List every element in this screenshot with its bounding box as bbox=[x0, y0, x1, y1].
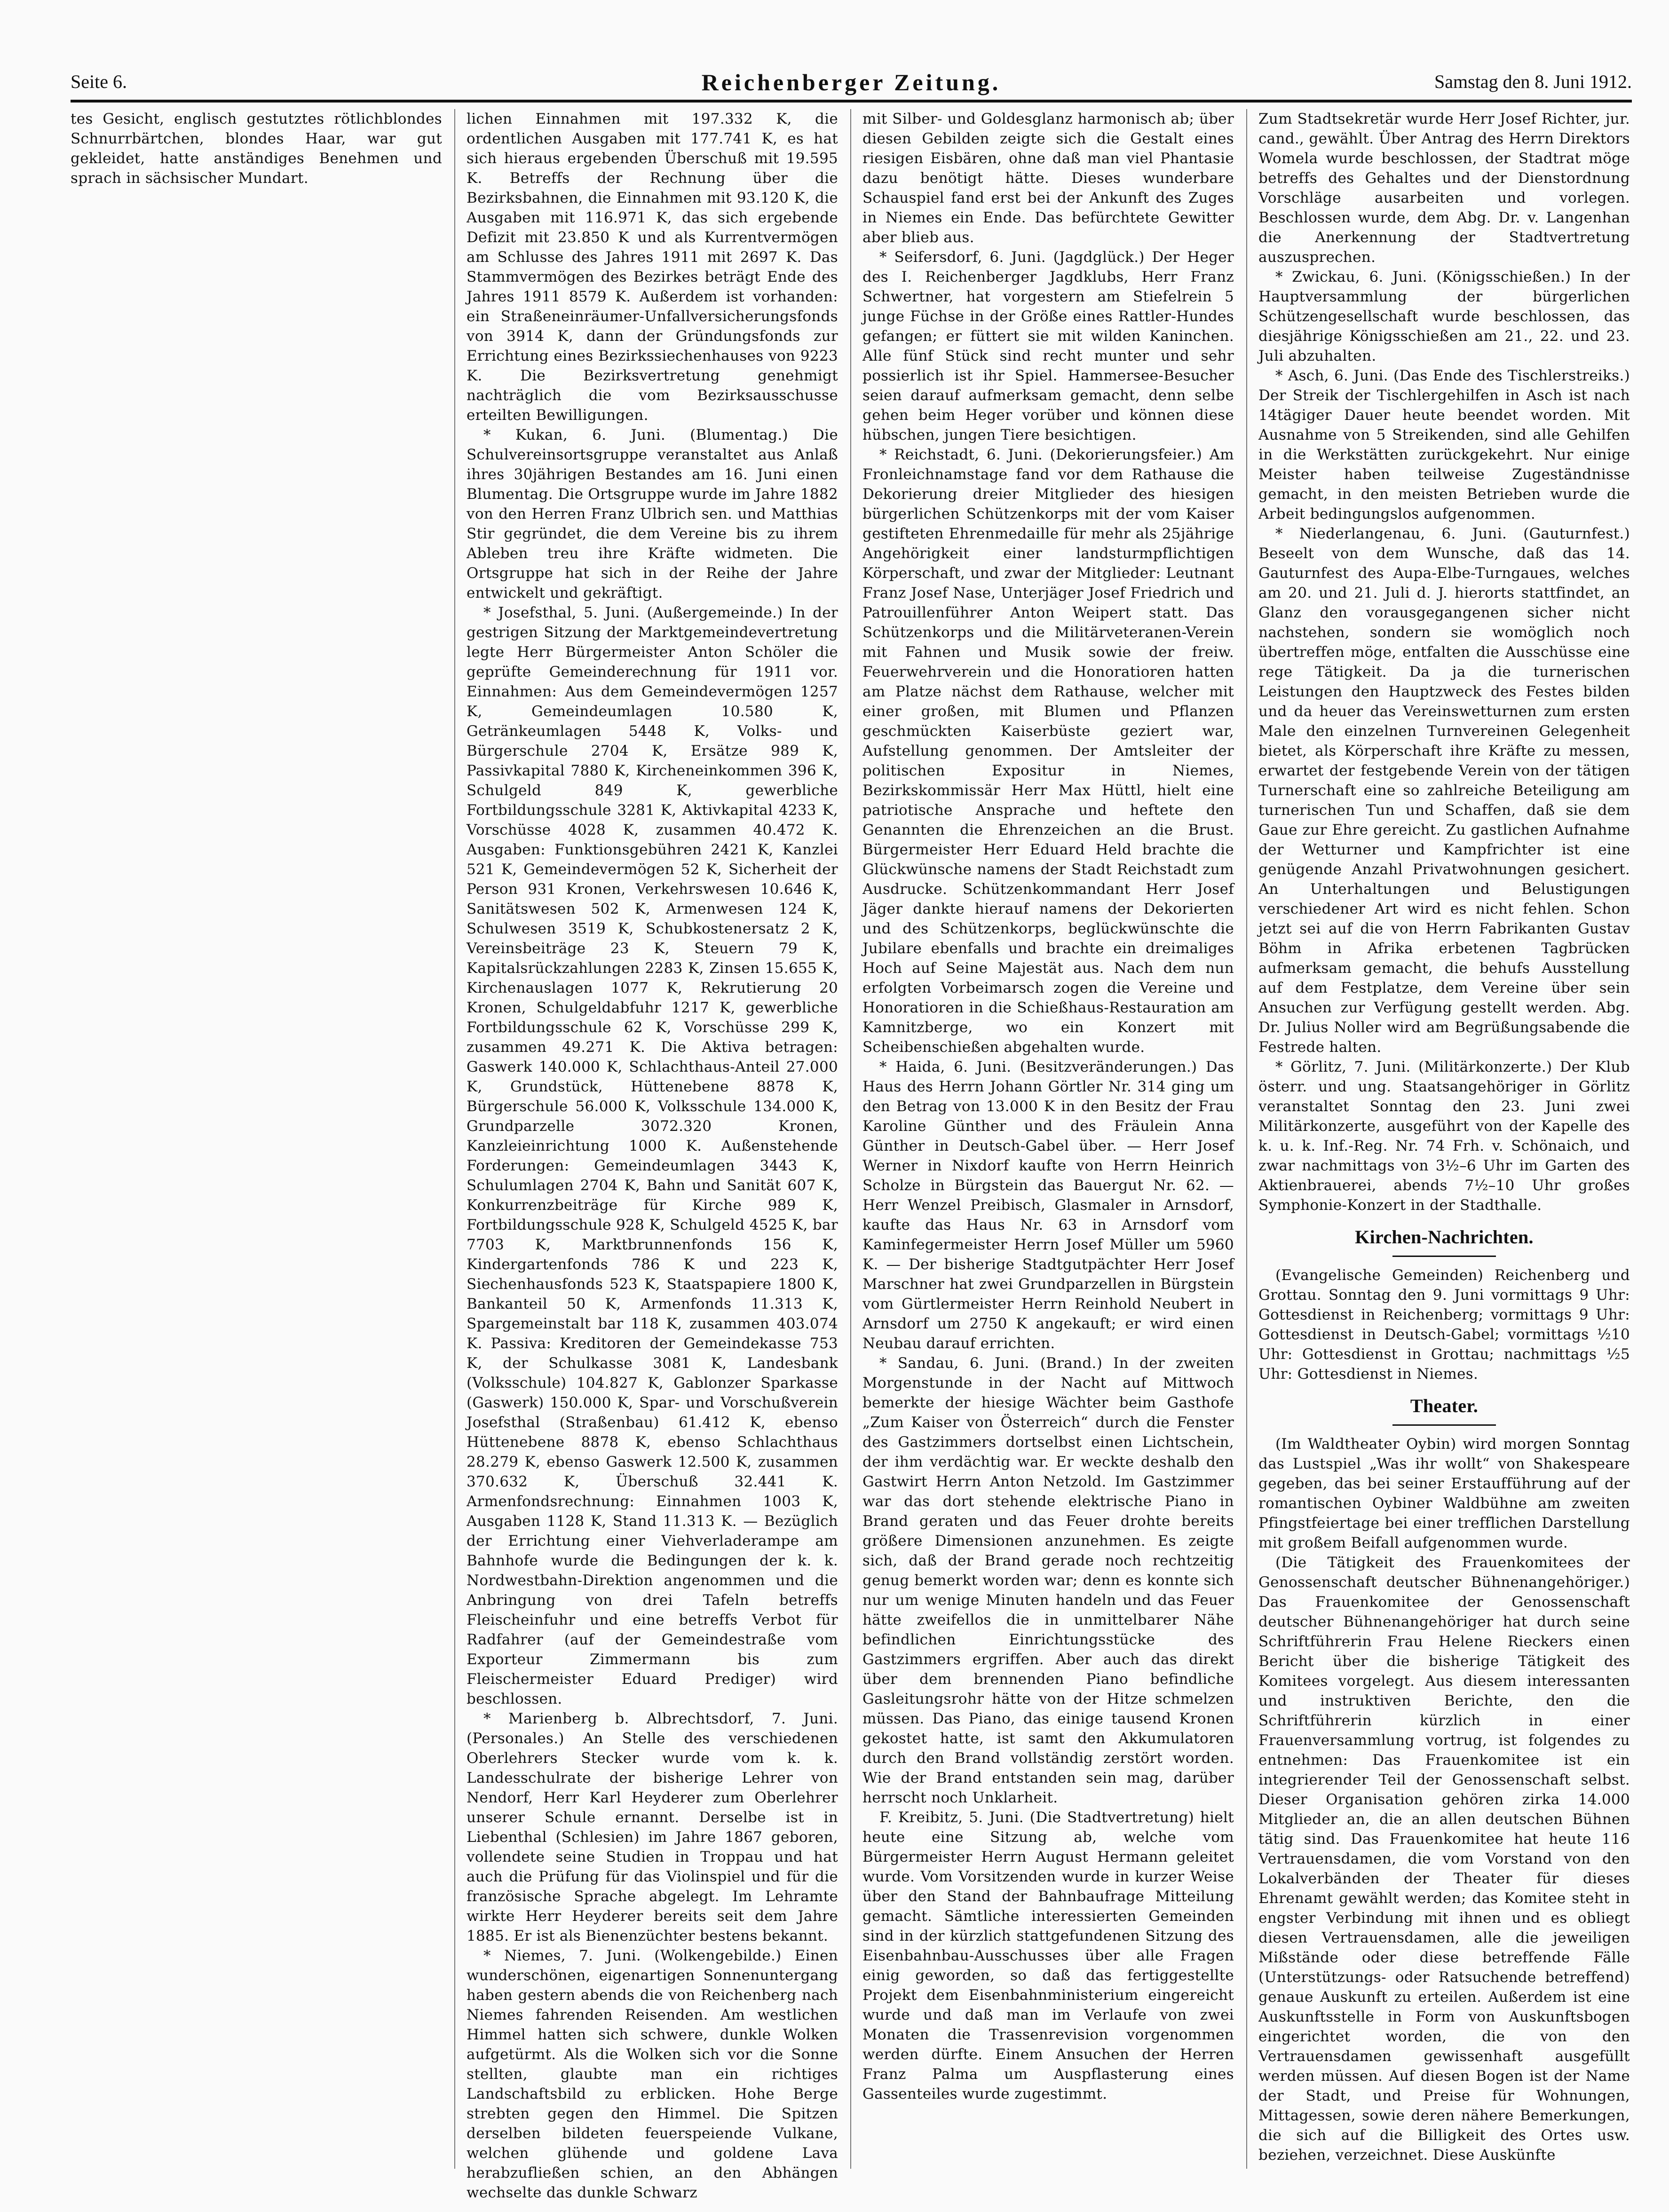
masthead bbox=[71, 71, 1632, 108]
page-number: Seite 6. bbox=[71, 71, 127, 92]
article-paragraph: * Asch, 6. Juni. (Das Ende des Tischlerstreiks.) Der Streik der Tischlergehilfen in Asch ist nach 14tägiger Dauer heute beendet worden. Mit Ausnahme von 5 Streikenden, sind alle Gehilfen in die Werkstätten zurückgekehrt. Nur einige Meister haben teilweise Zugeständnisse gemacht, in den meisten Betrieben wurde die Arbeit bedingungslos aufgenommen. bbox=[1258, 367, 1630, 522]
section-heading-church: Kirchen-Nachrichten. bbox=[1355, 1226, 1534, 1248]
article-paragraph: * Görlitz, 7. Juni. (Militärkonzerte.) Der Klub österr. und ung. Staatsangehöriger in Görlitz veranstaltet Sonntag den 23. Juni zwei Militärkonzerte, ausgeführt von der Kapelle des k. u. k. Inf.-Reg. Nr. 74 Frh. v. Schönaich, und zwar nachmittags von 3½–6 Uhr im Garten des Aktienbrauerei, abends 7½–10 Uhr großes Symphonie-Konzert in der Stadthalle. bbox=[1258, 1059, 1630, 1214]
article-paragraph: * Niemes, 7. Juni. (Wolkengebilde.) Einen wunderschönen, eigenartigen Sonnenuntergang haben gestern abends die von Reichenberg nach Niemes fahrenden Reisenden. Am westlichen Himmel hatten sich schwere, dunkle Wolken aufgetürmt. Als die Wolken sich vor die Sonne stellten, glaubte man ein richtiges Landschaftsbild zu erblicken. Hohe Berge strebten gegen den Himmel. Die Spitzen derselben bildeten feuerspeiende Vulkane, welchen glühende und goldene Lava herabzufließen schien, an den Abhängen wechselte das dunkle Schwarz bbox=[467, 1947, 838, 2201]
theater-paragraph: (Die Tätigkeit des Frauenkomitees der Genossenschaft deutscher Bühnenangehöriger.) Das Frauenkomitee der Genossenschaft deutscher Bühnenangehöriger hat durch seine Schriftführerin Frau Helene Rieckers einen Bericht über die bisherige Tätigkeit des Komitees vorgelegt. Aus diesem interessanten und instruktiven Berichte, den die Schriftführerin kürzlich in einer Frauenversammlung vortrug, ist folgendes zu entnehmen: Das Frauenkomitee ist ein integrierender Teil der Genossenschaft selbst. Dieser Organisation gehören zirka 14.000 Mitglieder an, die an allen deutschen Bühnen tätig sind. Das Frauenkomitee hat heute 116 Vertrauensdamen, die vom Vorstand von den Lokalverbänden der Theater für dieses Ehrenamt gewählt werden; das Komitee steht in engster Verbindung mit ihnen und es obliegt diesen Vertrauensdamen, alle die jeweiligen Mißstände oder diese betreffende Fälle (Unterstützungs- oder Ratsuchende betreffend) genaue Auskunft zu erteilen. Außerdem ist eine Auskunftsstelle in Form von Auskunftsbogen eingerichtet worden, die von den Vertrauensdamen gewissenhaft ausgefüllt werden müssen. Auf diesen Bogen ist der Name der Stadt, und Preise für Wohnungen, Mittagessen, sowie deren nähere Bemerkungen, die sich auf die Billigkeit des Ortes usw. beziehen, verzeichnet. Diese Auskünfte bbox=[1258, 1554, 1630, 2164]
column-divider bbox=[1246, 109, 1247, 2169]
issue-date: Samstag den 8. Juni 1912. bbox=[1434, 71, 1632, 92]
column-divider bbox=[850, 109, 851, 2169]
article-paragraph: F. Kreibitz, 5. Juni. (Die Stadtvertretung) hielt heute eine Sitzung ab, welche vom Bürgermeister Herrn August Hermann geleitet wurde. Vom Vorsitzenden wurde in kurzer Weise über den Stand der Bahnbaufrage Mitteilung gemacht. Sämtliche interessierten Gemeinden sind in der kürzlich stattgefundenen Sitzung des Eisenbahnbau-Ausschusses über alle Fragen einig geworden, so daß das fertiggestellte Projekt dem Eisenbahnministerium eingereicht wurde und daß man im Verlaufe von zwei Monaten die Trassenrevision vorgenommen werden dürfte. Einem Ansuchen der Herren Franz Palma um Auspflasterung eines Gassenteiles wurde zugestimmt. bbox=[862, 1809, 1234, 2102]
article-paragraph: * Niederlangenau, 6. Juni. (Gauturnfest.) Beseelt von dem Wunsche, daß das 14. Gauturnfest des Aupa-Elbe-Turngaues, welches am 20. und 21. Juli d. J. hierorts stattfindet, an Glanz den vorausgegangenen sicher nicht nachstehen, sondern sie womöglich noch übertreffen möge, entfalten die Ausschüsse eine rege Tätigkeit. Da ja die turnerischen Leistungen den Hauptzweck des Festes bilden und da heuer das Vereinswetturnen zum ersten Male den einzelnen Turnvereinen Gelegenheit bietet, als Körperschaft ihre Kräfte zu messen, erwartet der festgebende Verein von der tätigen Turnerschaft eine so zahlreiche Beteiligung am turnerischen Tun und Schaffen, daß sie dem Gaue zur Ehre gereicht. Zu gastlichen Aufnahme der Wetturner und Kampfrichter ist eine genügende Anzahl Privatwohnungen gesichert. An Unterhaltungen und Belustigungen verschiedener Art wird es nicht fehlen. Schon jetzt sei auf die von Herrn Fabrikanten Gustav Böhm in Afrika erbetenen Tagbrücken aufmerksam gemacht, die behufs Ausstellung auf dem Festplatze, dem Vereine über sein Ansuchen zur Verfügung gestellt werden. Abg. Dr. Julius Noller wird am Begrüßungsabende die Festrede halten. bbox=[1258, 525, 1630, 1056]
article-paragraph: mit Silber- und Goldesglanz harmonisch ab; über diesen Gebilden zeigte sich die Gestalt eines riesigen Eisbären, ohne daß man viel Phantasie dazu benötigt hätte. Dieses wunderbare Schauspiel fand erst bei der Ankunft des Zuges in Niemes ein Ende. Das befürchtete Gewitter aber blieb aus. bbox=[862, 111, 1234, 246]
article-paragraph: * Josefsthal, 5. Juni. (Außergemeinde.) In der gestrigen Sitzung der Marktgemeindevertretung legte Herr Bürgermeister Anton Schöler die geprüfte Gemeinderechnung für 1911 vor. Einnahmen: Aus dem Gemeindevermögen 1257 K, Gemeindeumlagen 10.580 K, Getränkeumlagen 5448 K, Volks- und Bürgerschule 2704 K, Ersätze 989 K, Passivkapital 7880 K, Kircheneinkommen 396 K, Schulgeld 849 K, gewerbliche Fortbildungsschule 3281 K, Aktivkapital 4233 K, Vorschüsse 4028 K, zusammen 40.472 K. Ausgaben: Funktionsgebühren 2421 K, Kanzlei 521 K, Gemeindevermögen 52 K, Sicherheit der Person 931 Kronen, Verkehrswesen 10.646 K, Sanitätswesen 502 K, Armenwesen 124 K, Schulwesen 3519 K, Schubkostenersatz 2 K, Vereinsbeiträge 23 K, Steuern 79 K, Kapitalsrückzahlungen 2283 K, Zinsen 15.655 K, Kirchenauslagen 1077 K, Rekrutierung 20 Kronen, Schulgeldabfuhr 1217 K, gewerbliche Fortbildungsschule 62 K, Vorschüsse 299 K, zusammen 49.271 K. Die Aktiva betragen: Gaswerk 140.000 K, Schlachthaus-Anteil 27.000 K, Grundstück, Hüttenebene 8878 K, Bürgerschule 56.000 K, Volksschule 134.000 K, Grundparzelle 3072.320 Kronen, Kanzleieinrichtung 1000 K. Außenstehende Forderungen: Gemeindeumlagen 3443 K, Schulumlagen 2704 K, Bahn und Sanität 607 K, Konkurrenzbeiträge für Kirche 989 K, Fortbildungsschule 928 K, Schulgeld 4525 K, bar 7703 K, Marktbrunnenfonds 156 K, Kindergartenfonds 786 K und 223 K, Siechenhausfonds 523 K, Staatspapiere 1800 K, Bankanteil 50 K, Armenfonds 11.313 K, Spargemeinstalt bar 118 K, zusammen 403.074 K. Passiva: Kreditoren der Gemeindekasse 753 K, der Schulkasse 3081 K, Landesbank (Volksschule) 104.827 K, Gablonzer Sparkasse (Gaswerk) 150.000 K, Spar- und Vorschußverein Josefsthal (Straßenbau) 61.412 K, ebenso Hüttenebene 8878 K, ebenso Schlachthaus 28.279 K, ebenso Gaswerk 12.500 K, zusammen 370.632 K, Überschuß 32.441 K. Armenfondsrechnung: Einnahmen 1003 K, Ausgaben 1128 K, Stand 11.313 K. — Bezüglich der Errichtung einer Viehverladerampe am Bahnhofe wurde die Bedingungen der k. k. Nordwestbahn-Direktion angenommen und die Anbringung von drei Tafeln betreffs Fleischeinfuhr und eine betreffs Verbot für Radfahrer (auf der Gemeindestraße vom Exporteur Zimmermann bis zum Fleischermeister Eduard Prediger) wird beschlossen. bbox=[467, 604, 838, 1707]
header-rule bbox=[71, 100, 1632, 103]
article-paragraph: * Seifersdorf, 6. Juni. (Jagdglück.) Der Heger des I. Reichenberger Jagdklubs, Herr Franz Schwertner, hat vorgestern am Stiefelrein 5 junge Füchse in der Größe eines Rattler-Hundes gefangen; er füttert sie mit wilden Kaninchen. Alle fünf Stück sind recht munter und sehr possierlich ist ihr Spiel. Hammersee-Besucher seien darauf aufmerksam gemacht, denn selbe gehen beim Heger vorüber und können diese hübschen, jungen Tiere besichtigen. bbox=[862, 249, 1234, 443]
article-paragraph: * Marienberg b. Albrechtsdorf, 7. Juni. (Personales.) An Stelle des verschiedenen Oberlehrers Stecker wurde vom k. k. Landesschulrate der bisherige Lehrer von Nendorf, Herr Karl Heyderer zum Oberlehrer unserer Schule ernannt. Derselbe ist in Liebenthal (Schlesien) im Jahre 1867 geboren, vollendete seine Studien in Troppau und hat auch die Prüfung für das Violinspiel und für die französische Sprache abgelegt. Im Lehramte wirkte Herr Heyderer bereits seit dem Jahre 1885. Er ist als Bienenzüchter bestens bekannt. bbox=[467, 1710, 838, 1944]
column-3 bbox=[862, 109, 1234, 2169]
newspaper-title: Reichenberger Zeitung. bbox=[701, 69, 1001, 95]
article-paragraph: lichen Einnahmen mit 197.332 K, die ordentlichen Ausgaben mit 177.741 K, es hat sich hieraus ergebenden Überschuß mit 19.595 K. Betreffs der Rechnung über die Bezirksbahnen, die Einnahmen mit 93.120 K, die Ausgaben mit 116.971 K, das sich ergebende Defizit mit 23.850 K und als Kurrentvermögen am Schlusse des Jahres 1911 mit 2697 K. Das Stammvermögen des Bezirkes beträgt Ende des Jahres 1911 8579 K. Außerdem ist vorhanden: ein Straßeneinräumer-Unfallversicherungsfonds von 3914 K, dann der Gründungsfonds zur Errichtung eines Bezirkssiechenhauses von 9223 K. Die Bezirksvertretung genehmigt nachträglich die vom Bezirksausschusse erteilten Bewilligungen. bbox=[467, 111, 838, 424]
column-divider bbox=[454, 109, 455, 2169]
article-paragraph: * Reichstadt, 6. Juni. (Dekorierungsfeier.) Am Fronleichnamstage fand vor dem Rathause die Dekorierung dreier Mitglieder des hiesigen bürgerlichen Schützenkorps mit der vom Kaiser gestifteten Ehrenmedaille für mehr als 25jährige Angehörigkeit einer landsturmpflichtigen Körperschaft, und zwar der Mitglieder: Leutnant Franz Josef Nase, Unterjäger Josef Friedrich und Patrouillenführer Anton Weipert statt. Das Schützenkorps und die Militärveteranen-Verein mit Fahnen und Musik sowie der freiw. Feuerwehrverein und die Honoratioren hatten am Platze nächst dem Rathause, welcher mit einer großen, mit Blumen und Pflanzen geschmückten Kaiserbüste geziert war, Aufstellung genommen. Der Amtsleiter der politischen Expositur in Niemes, Bezirkskommissär Herr Max Hüttl, hielt eine patriotische Ansprache und heftete den Genannten die Ehrenzeichen an die Brust. Bürgermeister Herr Eduard Held brachte die Glückwünsche namens der Stadt Reichstadt zum Ausdrucke. Schützenkommandant Herr Josef Jäger dankte hierauf namens der Dekorierten und des Schützenkorps, beglückwünschte die Jubilare ebenfalls und brachte ein dreimaliges Hoch auf Seine Majestät aus. Nach dem nun erfolgten Vorbeimarsch zogen die Vereine und Honoratioren in die Schießhaus-Restauration am Kamnitzberge, wo ein Konzert mit Scheibenschießen abgehalten wurde. bbox=[862, 446, 1234, 1056]
column-1 bbox=[71, 109, 442, 2169]
article-paragraph: tes Gesicht, englisch gestutztes rötlichblondes Schnurrbärtchen, blondes Haar, war gut gekleidet, hatte anständiges Benehmen und sprach in sächsischer Mundart. bbox=[71, 111, 442, 187]
theater-paragraph: (Im Waldtheater Oybin) wird morgen Sonntag das Lustspiel „Was ihr wollt“ von Shakespeare gegeben, das bei seiner Erstaufführung auf der romantischen Oybiner Waldbühne am zweiten Pfingstfeiertage bei einer trefflichen Darstellung mit großem Beifall aufgenommen wurde. bbox=[1258, 1436, 1630, 1551]
church-notice: (Evangelische Gemeinden) Reichenberg und Grottau. Sonntag den 9. Juni vormittags 9 Uhr: Gottesdienst in Reichenberg; vormittags 9 Uhr: Gottesdienst in Deutsch-Gabel; vormittags ½10 Uhr: Gottesdienst in Grottau; nachmittags ½5 Uhr: Gottesdienst in Niemes. bbox=[1258, 1267, 1630, 1382]
article-paragraph: * Zwickau, 6. Juni. (Königsschießen.) In der Hauptversammlung der bürgerlichen Schützengesellschaft wurde beschlossen, das diesjährige Königsschießen am 21., 22. und 23. Juli abzuhalten. bbox=[1258, 269, 1630, 364]
article-paragraph: * Sandau, 6. Juni. (Brand.) In der zweiten Morgenstunde in der Nacht auf Mittwoch bemerkte der hiesige Wächter beim Gasthofe „Zum Kaiser von Österreich“ durch die Fenster des Gastzimmers dortselbst einen Lichtschein, der ihm verdächtig war. Er weckte deshalb den Gastwirt Herrn Anton Netzold. Im Gastzimmer war das dort stehende elektrische Piano in Brand geraten und das Feuer drohte bereits größere Dimensionen anzunehmen. Es zeigte sich, daß der Brand gerade noch rechtzeitig genug bemerkt worden war; denn es konnte sich nur um wenige Minuten handeln und das Feuer hätte zweifellos die in unmittelbarer Nähe befindlichen Einrichtungsstücke des Gastzimmers ergriffen. Aber auch das direkt über dem brennenden Piano befindliche Gasleitungsrohr hätte von der Hitze schmelzen müssen. Das Piano, das einige tausend Kronen gekostet hatte, ist samt den Akkumulatoren durch den Brand vollständig zerstört worden. Wie der Brand entstanden sein mag, darüber herrscht noch Unklarheit. bbox=[862, 1355, 1234, 1806]
article-paragraph: * Kukan, 6. Juni. (Blumentag.) Die Schulvereinsortsgruppe veranstaltet aus Anlaß ihres 30jährigen Bestandes am 16. Juni einen Blumentag. Die Ortsgruppe wurde im Jahre 1882 von den Herren Franz Ulbrich sen. und Matthias Stir gegründet, die dem Vereine bis zu ihrem Ableben treu ihre Kräfte widmeten. Die Ortsgruppe hat sich in der Reihe der Jahre entwickelt und gekräftigt. bbox=[467, 427, 838, 601]
article-paragraph: Zum Stadtsekretär wurde Herr Josef Richter, jur. cand., gewählt. Über Antrag des Herrn Direktors Womela wurde beschlossen, der Stadtrat möge betreffs des Gehaltes und der Dienstordnung Vorschläge ausarbeiten und vorlegen. Beschlossen wurde, dem Abg. Dr. v. Langenhan die Anerkennung der Stadtvertretung auszusprechen. bbox=[1258, 111, 1630, 266]
section-heading-theater: Theater. bbox=[1410, 1395, 1479, 1416]
article-paragraph: * Haida, 6. Juni. (Besitzveränderungen.) Das Haus des Herrn Johann Görtler Nr. 314 ging um den Betrag von 13.000 K in den Besitz der Frau Karoline Günther und des Fräulein Anna Günther in Deutsch-Gabel über. — Herr Josef Werner in Nixdorf kaufte von Herrn Heinrich Scholze in Bürgstein das Bauergut Nr. 62. — Herr Wenzel Preibisch, Glasmaler in Arnsdorf, kaufte das Haus Nr. 63 in Arnsdorf vom Kaminfegermeister Herrn Josef Müller um 5960 K. — Der bisherige Stadtgutpächter Herr Josef Marschner hat zwei Grundparzellen in Bürgstein vom Gürtlermeister Herrn Reinhold Neubert in Arnsdorf um 2750 K angekauft; er wird einen Neubau darauf errichten. bbox=[862, 1059, 1234, 1352]
column-2 bbox=[467, 109, 838, 2201]
section-rule bbox=[1392, 1424, 1496, 1426]
section-rule bbox=[1392, 1256, 1496, 1257]
column-4 bbox=[1258, 109, 1630, 2169]
